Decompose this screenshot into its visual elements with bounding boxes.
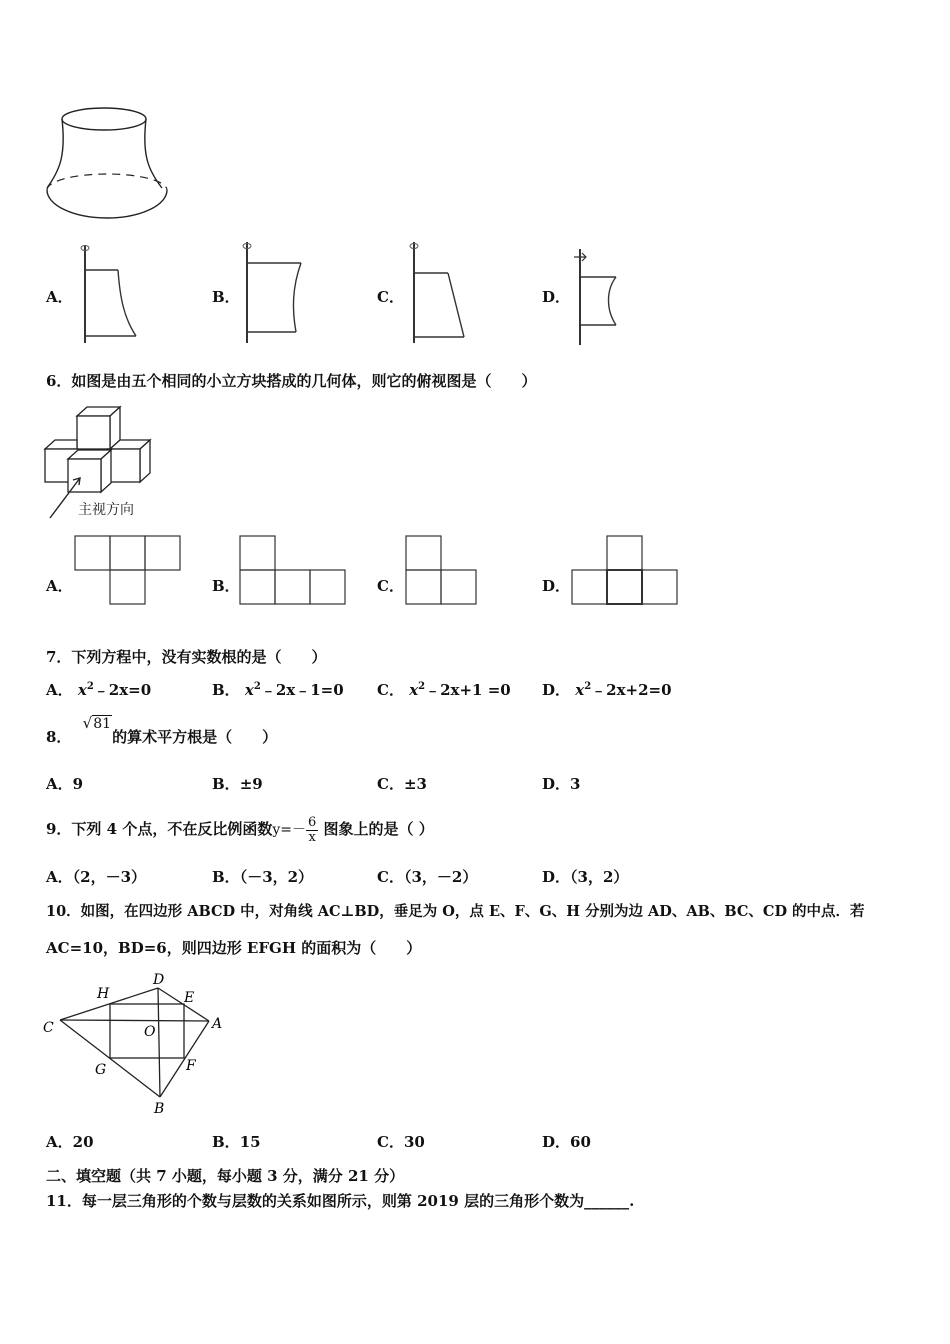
- q9-option-a-value: （2，－3）: [72, 868, 147, 886]
- q7-option-c-label: C．: [377, 681, 404, 699]
- q6-option-c-grid: [404, 535, 484, 607]
- q10-option-b-label: B．: [212, 1133, 240, 1151]
- viewing-direction-caption: 主视方向: [78, 502, 134, 518]
- q5-option-c-figure: [405, 238, 475, 348]
- q10-option-d-value: 60: [570, 1133, 591, 1151]
- function-lhs: y=－: [272, 822, 306, 838]
- q7-option-d-var: x: [575, 681, 585, 699]
- q5-option-d-label: D．: [542, 288, 571, 306]
- q9-option-d-value: （3，2）: [570, 868, 629, 886]
- q10-option-d: [542, 1131, 591, 1152]
- q9-option-c-value: （3，－2）: [403, 868, 478, 886]
- q7-option-b-rest: ﹣2x﹣1=0: [260, 681, 344, 699]
- q6-option-b-grid: [238, 535, 348, 607]
- sqrt-radicand: 81: [93, 716, 112, 732]
- sqrt-expression: √81: [82, 714, 112, 732]
- q5-option-b-label: B．: [212, 288, 240, 306]
- q5-option-b-figure: [238, 238, 308, 348]
- q9-option-a-label: A．: [46, 868, 73, 886]
- q8-option-b-label: B．: [212, 775, 240, 793]
- q6-question-text: 6．如图是由五个相同的小立方块搭成的几何体，则它的俯视图是（ ）: [46, 372, 537, 390]
- q7-question-text: 7．下列方程中，没有实数根的是（ ）: [46, 648, 327, 666]
- q7-option-c-var: x: [409, 681, 419, 699]
- q7-option-b-label: B．: [212, 681, 240, 699]
- quadrilateral-figure: [40, 970, 230, 1120]
- q10-question-line2: AC=10，BD=6，则四边形 EFGH 的面积为（ ）: [46, 939, 422, 957]
- q9-option-c-label: C．: [377, 868, 404, 886]
- q8-option-d-value: 3: [570, 775, 581, 793]
- q7-option-b-exp: 2: [253, 681, 261, 692]
- q8-option-c: [377, 773, 427, 794]
- q6-option-b-label: B．: [212, 577, 240, 595]
- q9-option-d-label: D．: [542, 868, 571, 886]
- q7-option-b-var: x: [244, 681, 254, 699]
- q5-option-a-label: A．: [46, 288, 73, 306]
- q8-option-c-value: ±3: [403, 775, 427, 793]
- q9-option-b: [212, 866, 313, 887]
- q5-option-a-figure: [76, 238, 146, 348]
- q7-option-d: [542, 679, 672, 700]
- q9-option-c: [377, 866, 477, 887]
- section-2-title: 二、填空题（共 7 小题，每小题 3 分，满分 21 分）: [46, 1167, 405, 1185]
- q8-option-c-label: C．: [377, 775, 404, 793]
- point-label-e: E: [184, 990, 195, 1006]
- q10-option-a: [46, 1131, 94, 1152]
- fraction-denominator: x: [308, 829, 316, 845]
- q5-option-d-figure: [570, 245, 630, 350]
- q7-option-a-exp: 2: [86, 681, 94, 692]
- q8-option-b-value: ±9: [239, 775, 263, 793]
- q10-option-b: [212, 1131, 261, 1152]
- q9-text-before: 9．下列 4 个点，不在反比例函数: [46, 820, 273, 838]
- q8-option-d-label: D．: [542, 775, 571, 793]
- function-fraction: [306, 816, 318, 845]
- q9-option-d: [542, 866, 628, 887]
- point-label-a: A: [212, 1016, 223, 1032]
- q7-option-c-rest: ﹣2x+1 =0: [425, 681, 511, 699]
- q10-option-c-label: C．: [377, 1133, 404, 1151]
- q6-option-a-grid: [74, 535, 184, 607]
- q6-option-a-label: A．: [46, 577, 73, 595]
- q8-number: 8．: [46, 728, 72, 746]
- point-label-d: D: [153, 972, 165, 988]
- point-label-c: C: [43, 1020, 54, 1036]
- q10-question-line1: 10．如图，在四边形 ABCD 中，对角线 AC⊥BD，垂足为 O，点 E、F、G、H 分别为边 AD、AB、BC、CD 的中点．若: [46, 903, 865, 920]
- q7-option-a-label: A．: [46, 681, 73, 699]
- q8-option-b: [212, 773, 263, 794]
- point-label-f: F: [186, 1058, 196, 1074]
- q7-option-a: [46, 679, 151, 700]
- q10-option-b-value: 15: [239, 1133, 261, 1151]
- q9-option-b-value: （－3，2）: [239, 868, 314, 886]
- q9-question: [46, 811, 434, 848]
- point-label-b: B: [154, 1101, 165, 1117]
- q7-option-a-rest: ﹣2x=0: [93, 681, 152, 699]
- q11-question-text: 11．每一层三角形的个数与层数的关系如图所示，则第 2019 层的三角形个数为______.: [46, 1192, 635, 1210]
- q7-option-d-label: D．: [542, 681, 571, 699]
- frustum-solid-figure: [40, 100, 180, 225]
- q7-option-c-exp: 2: [418, 681, 426, 692]
- q5-option-c-label: C．: [377, 288, 404, 306]
- q10-option-a-label: A．: [46, 1133, 73, 1151]
- q9-text-after: 图象上的是（ ）: [323, 820, 434, 838]
- q8-option-d: [542, 773, 580, 794]
- q6-option-d-grid: [570, 535, 685, 607]
- q8-option-a-label: A．: [46, 775, 73, 793]
- point-label-g: G: [95, 1062, 107, 1078]
- q7-option-c: [377, 679, 511, 700]
- q6-option-d-label: D．: [542, 577, 571, 595]
- q10-option-d-label: D．: [542, 1133, 571, 1151]
- q7-option-a-var: x: [77, 681, 87, 699]
- q9-option-a: [46, 866, 146, 887]
- q8-text: 的算术平方根是（ ）: [112, 728, 278, 746]
- fraction-numerator: 6: [307, 814, 317, 830]
- q10-option-a-value: 20: [72, 1133, 94, 1151]
- q8-option-a-value: 9: [72, 775, 84, 793]
- q9-option-b-label: B．: [212, 868, 240, 886]
- point-label-h: H: [97, 986, 110, 1002]
- q7-option-b: [212, 679, 344, 700]
- point-label-o: O: [144, 1024, 156, 1040]
- q7-option-d-rest: ﹣2x+2=0: [591, 681, 672, 699]
- q10-option-c-value: 30: [403, 1133, 425, 1151]
- q7-option-d-exp: 2: [584, 681, 592, 692]
- q10-option-c: [377, 1131, 425, 1152]
- q8-question: [46, 714, 278, 747]
- q6-option-c-label: C．: [377, 577, 404, 595]
- q8-option-a: [46, 773, 83, 794]
